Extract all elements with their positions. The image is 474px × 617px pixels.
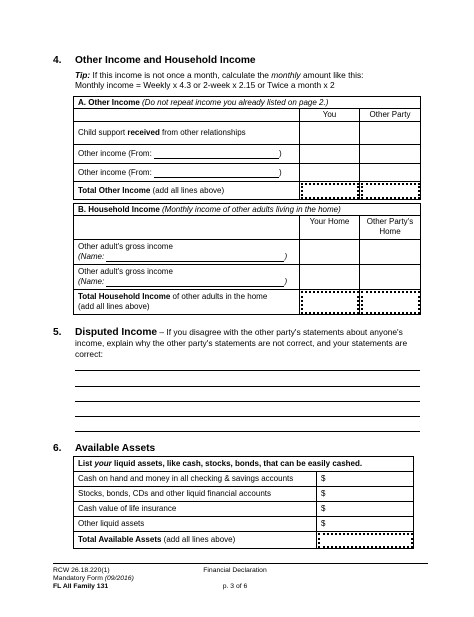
- stocks-bonds-label: Stocks, bonds, CDs and other liquid financial accounts: [74, 487, 317, 502]
- household-income-table: [73, 203, 421, 315]
- life-insurance-field[interactable]: [317, 502, 414, 517]
- section-4-number: 4.: [53, 55, 62, 66]
- other-income-1-you-field[interactable]: [300, 145, 360, 164]
- tip-text-monthly: monthly: [271, 70, 301, 80]
- household-adult-2-home-field[interactable]: [300, 265, 360, 290]
- footer-mandatory-form: Mandatory Form (09/2016): [53, 575, 134, 582]
- section-5-number: 5.: [53, 327, 62, 338]
- section-4-title: Other Income and Household Income: [75, 55, 256, 66]
- stocks-bonds-field[interactable]: [317, 487, 414, 502]
- section-5-title: Disputed Income: [75, 327, 158, 338]
- household-adult-1-name-field[interactable]: [106, 253, 284, 262]
- other-income-1-from-field[interactable]: [154, 150, 279, 159]
- explanation-line-3[interactable]: [75, 401, 420, 402]
- dollar-sign: $: [321, 519, 326, 528]
- footer-form-id: FL All Family 131: [53, 583, 109, 590]
- col-you-header: You: [300, 109, 360, 122]
- tip-text-end: amount like this:: [300, 70, 364, 80]
- other-income-table-title: A. Other Income (Do not repeat income you already listed on page 2.): [74, 97, 421, 109]
- explanation-line-1[interactable]: [75, 370, 420, 371]
- footer-page-number: p. 3 of 6: [222, 583, 248, 590]
- available-assets-table: [73, 456, 414, 549]
- household-adult-2-other-field[interactable]: [360, 265, 421, 290]
- explanation-line-2[interactable]: [75, 386, 420, 387]
- household-adult-2-name-field[interactable]: [106, 278, 284, 287]
- total-other-income-you-field[interactable]: [300, 182, 360, 200]
- child-support-you-field[interactable]: [300, 122, 360, 145]
- other-income-2-you-field[interactable]: [300, 164, 360, 182]
- section-4-tip: [75, 70, 435, 90]
- cash-on-hand-label: Cash on hand and money in all checking & savings accounts: [74, 472, 317, 487]
- dollar-sign: $: [321, 489, 326, 498]
- footer-divider: [53, 563, 428, 564]
- other-income-1-label: Other income (From: ): [74, 145, 300, 164]
- other-income-2-label: Other income (From: ): [74, 164, 300, 182]
- explanation-line-5[interactable]: [75, 431, 420, 432]
- total-household-income-label: Total Household Income of other adults in the home (add all lines above): [74, 290, 300, 315]
- life-insurance-label: Cash value of life insurance: [74, 502, 317, 517]
- footer-left: [53, 567, 134, 591]
- child-support-label: Child support received from other relationships: [74, 122, 300, 145]
- household-income-table-title: B. Household Income (Monthly income of other adults living in the home): [74, 204, 421, 216]
- footer-rcw: RCW 26.18.220(1): [53, 567, 110, 574]
- total-household-income-home-field[interactable]: [300, 290, 360, 315]
- section-5-text: Disputed Income – If you disagree with the other party's statements about anyone's income, explain why the other party's statements are not correct, and your statements are correct:: [75, 327, 408, 359]
- available-assets-header: List your liquid assets, like cash, stocks, bonds, that can be easily cashed.: [74, 457, 414, 472]
- dollar-sign: $: [321, 504, 326, 513]
- tip-formula: Monthly income = Weekly x 4.3 or 2-week x 2.15 or Twice a month x 2: [75, 80, 335, 90]
- household-adult-1-label: Other adult's gross income (Name: ): [74, 240, 300, 265]
- other-income-2-from-field[interactable]: [154, 169, 279, 178]
- child-support-other-field[interactable]: [360, 122, 421, 145]
- total-household-income-other-field[interactable]: [360, 290, 421, 315]
- section-6-title: Available Assets: [75, 443, 156, 454]
- total-other-income-other-field[interactable]: [360, 182, 421, 200]
- col-other-party-header: Other Party: [360, 109, 421, 122]
- other-income-1-other-field[interactable]: [360, 145, 421, 164]
- household-adult-1-other-field[interactable]: [360, 240, 421, 265]
- other-liquid-assets-label: Other liquid assets: [74, 517, 317, 532]
- cash-on-hand-field[interactable]: [317, 472, 414, 487]
- total-other-income-label: Total Other Income (add all lines above): [74, 182, 300, 200]
- footer-form-title: Financial Declaration: [203, 567, 267, 574]
- other-income-table: [73, 96, 421, 200]
- household-adult-1-home-field[interactable]: [300, 240, 360, 265]
- other-income-2-other-field[interactable]: [360, 164, 421, 182]
- section-6-number: 6.: [53, 443, 62, 454]
- explanation-line-4[interactable]: [75, 416, 420, 417]
- total-available-assets-label: Total Available Assets (add all lines above): [74, 532, 317, 549]
- col-other-party-home-header: Other Party's Home: [360, 216, 421, 240]
- dollar-sign: $: [321, 474, 326, 483]
- tip-label: Tip:: [75, 70, 91, 80]
- footer-center: [190, 567, 280, 591]
- col-your-home-header: Your Home: [300, 216, 360, 240]
- total-available-assets-field[interactable]: [317, 532, 414, 549]
- other-liquid-assets-field[interactable]: [317, 517, 414, 532]
- household-adult-2-label: Other adult's gross income (Name: ): [74, 265, 300, 290]
- tip-text: If this income is not once a month, calculate the: [90, 70, 272, 80]
